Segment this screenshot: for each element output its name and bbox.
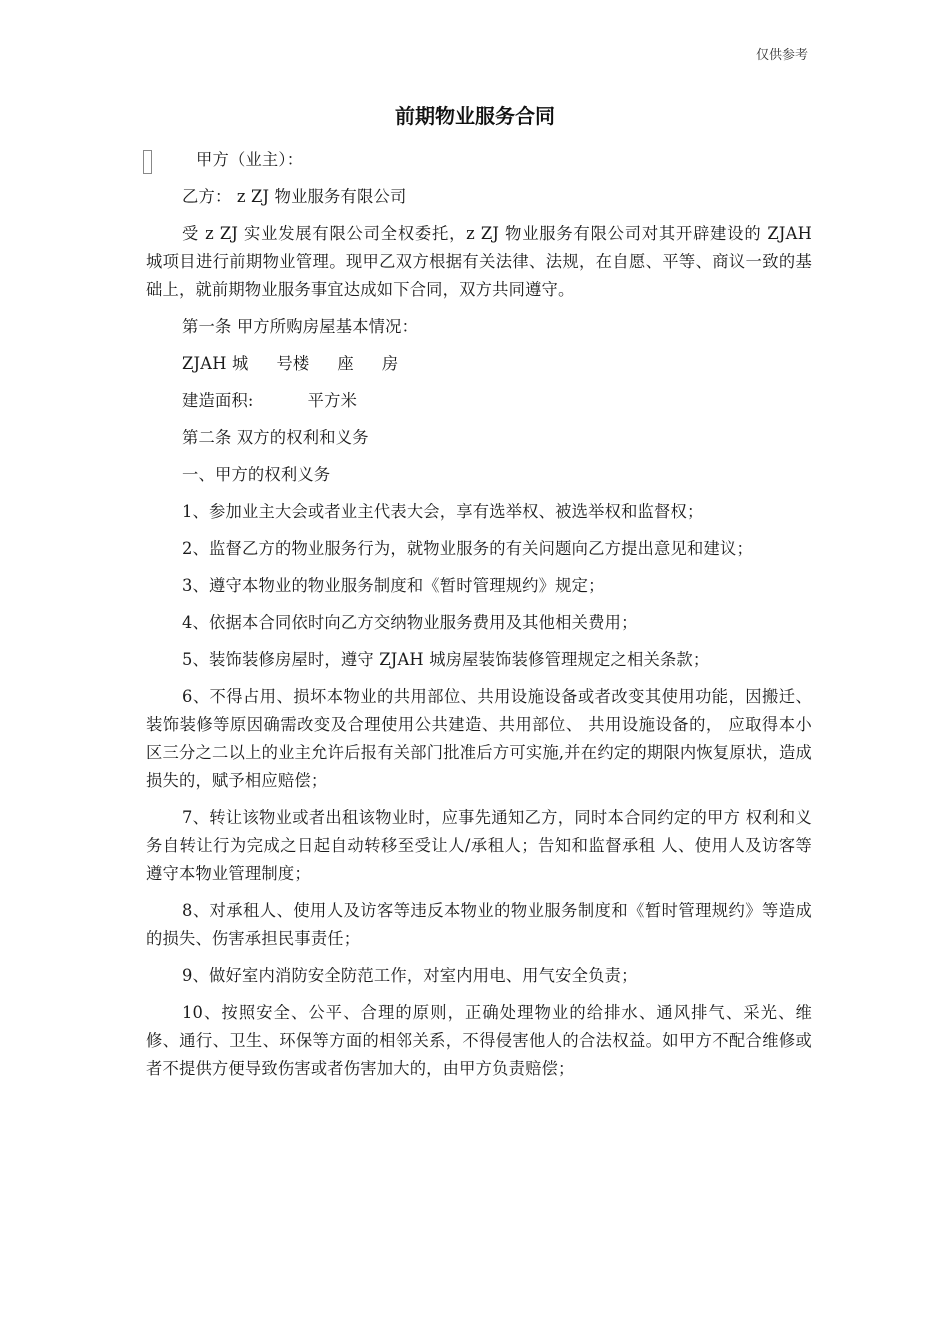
area-unit: 平方米 [307, 391, 358, 410]
property-address-line [146, 350, 812, 378]
article-1-heading: 第一条 甲方所购房屋基本情况： [182, 317, 419, 336]
clause-item: 3、遵守本物业的物业服务制度和《暂时管理规约》规定； [182, 576, 605, 595]
section-a-heading: 一、甲方的权利义务 [182, 465, 331, 484]
clause-item: 9、做好室内消防安全防范工作，对室内用电、用气安全负责； [182, 966, 638, 985]
header-note: 仅供参考 [755, 48, 808, 63]
building-area-line [146, 387, 812, 415]
article-2-heading: 第二条 双方的权利和义务 [182, 428, 369, 447]
clause-item: 8、对承租人、使用人及访客等违反本物业的物业服务制度和《暂时管理规约》等造成的损失、伤害承担民事责任； [146, 901, 812, 948]
clause-item: 7、转让该物业或者出租该物业时，应事先通知乙方，同时本合同约定的甲方 权利和义务自转让行为完成之日起自动转移至受让人/承租人；告知和监督承租 人、使用人及访客等遵守本物业管理制度； [146, 808, 812, 883]
clause-item: 1、参加业主大会或者业主代表大会，享有选举权、被选举权和监督权； [182, 502, 704, 521]
block-label: 座 [337, 354, 354, 373]
clause-item: 5、装饰装修房屋时，遵守 ZJAH 城房屋装饰装修管理规定之相关条款； [182, 650, 710, 669]
address-prefix: ZJAH 城 [182, 354, 249, 373]
room-label: 房 [381, 354, 399, 373]
clause-item: 2、监督乙方的物业服务行为，就物业服务的有关问题向乙方提出意见和建议； [182, 539, 753, 558]
preamble-paragraph: 受 z ZJ 实业发展有限公司全权委托，z ZJ 物业服务有限公司对其开辟建设的 ZJAH 城项目进行前期物业管理。现甲乙双方根据有关法律、法规，在自愿、平等、商议一致的基础上，就前期物业服务事宜达成如下合同，双方共同遵守。 [146, 224, 812, 299]
clause-item: 6、不得占用、损坏本物业的共用部位、共用设施设备或者改变其使用功能，因搬迁、 装饰装修等原因确需改变及合理使用公共建造、共用部位、 共用设施设备的， 应取得本小区三分之二以上的业主允许后报有关部门批准后方可实施,并在约定的期限内恢复原状，造成损失的，赋予相应赔偿； [146, 687, 812, 790]
party-a-line: 甲方（业主）： [196, 150, 304, 169]
building-label: 号楼 [276, 354, 310, 373]
clause-item: 10、按照安全、公平、合理的原则，正确处理物业的给排水、通风排气、采光、维修、通行、卫生、环保等方面的相邻关系，不得侵害他人的合法权益。如甲方不配合维修或者不提供方便导致伤害或者伤害加大的，由甲方负责赔偿； [146, 1003, 812, 1078]
party-b-line: 乙方： z ZJ 物业服务有限公司 [182, 187, 407, 206]
area-label: 建造面积: [182, 391, 254, 410]
document-body [146, 146, 812, 1092]
document-title: 前期物业服务合同 [395, 104, 555, 128]
clause-item: 4、依据本合同依时向乙方交纳物业服务费用及其他相关费用； [182, 613, 638, 632]
